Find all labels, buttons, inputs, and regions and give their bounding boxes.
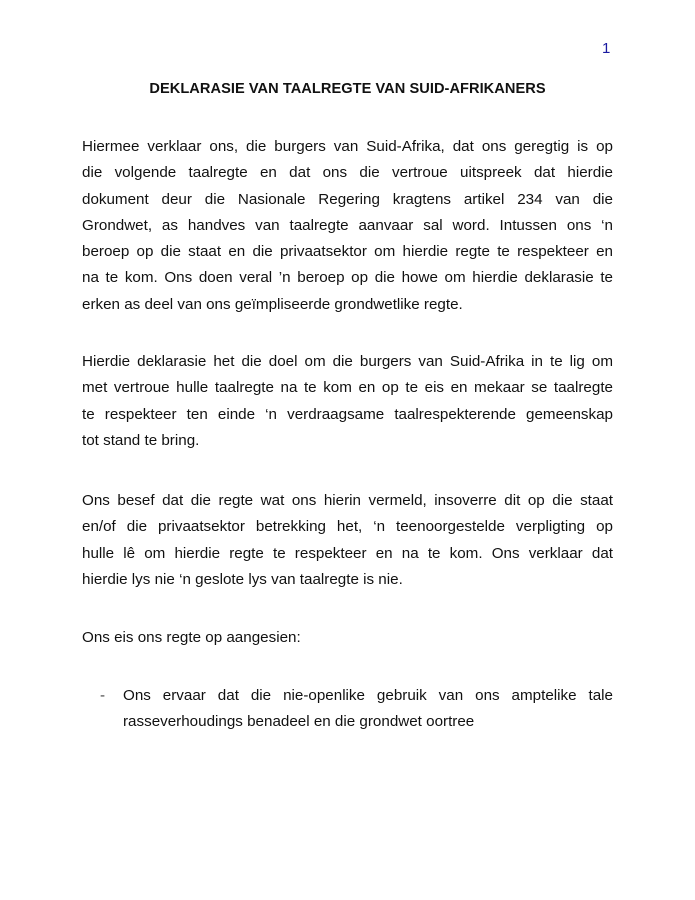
paragraph-line: Hiermee verklaar ons, die burgers van Suid-Afrika, dat ons geregtig is op xyxy=(82,138,613,155)
paragraph-line: Ons besef dat die regte wat ons hierin vermeld, insoverre dit op die staat xyxy=(82,492,613,509)
paragraph-purpose xyxy=(82,349,613,454)
paragraph-line: Grondwet, as handves van taalregte aanvaar sal word. Intussen ons ‘n xyxy=(82,216,613,234)
paragraph-obligation xyxy=(82,488,613,593)
paragraph-line: Ons eis ons regte op aangesien: xyxy=(82,629,301,646)
paragraph-claim xyxy=(82,625,613,651)
paragraph-line: hulle lê om hierdie regte te respekteer en na te kom. Ons verklaar dat xyxy=(82,544,613,562)
bullet-dash-icon: - xyxy=(100,687,106,704)
paragraph-line: na te kom. Ons doen veral ’n beroep op die howe om hierdie deklarasie te xyxy=(82,269,613,287)
paragraph-line: beroep op die staat en die privaatsektor om hierdie regte te respekteer en xyxy=(82,243,613,261)
paragraph-line: te respekteer ten einde ‘n verdraagsame taalrespekterende gemeenskap xyxy=(82,405,613,423)
paragraph-line: hierdie lys nie ‘n geslote lys van taalregte is nie. xyxy=(82,570,403,588)
bullet-content xyxy=(123,683,613,736)
paragraph-line: met vertroue hulle taalregte na te kom en op te eis en mekaar se taalregte xyxy=(82,379,613,397)
paragraph-line: en/of die privaatsektor betrekking het, ‘n teenoorgestelde verpligting op xyxy=(82,518,613,536)
paragraph-line: Hierdie deklarasie het die doel om die burgers van Suid-Afrika in te lig om xyxy=(82,353,613,370)
paragraph-line: die volgende taalregte en dat ons die vertroue uitspreek dat hierdie xyxy=(82,164,613,182)
bullet-line: rasseverhoudings benadeel en die grondwet oortree xyxy=(123,713,475,731)
document-title: DEKLARASIE VAN TAALREGTE VAN SUID-AFRIKANERS xyxy=(149,81,546,97)
paragraph-line: tot stand te bring. xyxy=(82,431,200,449)
paragraph-intro xyxy=(82,134,613,318)
paragraph-line: erken as deel van ons geïmpliseerde grondwetlike regte. xyxy=(82,295,463,313)
paragraph-line: dokument deur die Nasionale Regering kragtens artikel 234 van die xyxy=(82,190,613,208)
bullet-line: Ons ervaar dat die nie-openlike gebruik van ons amptelike tale xyxy=(123,687,613,704)
page-number: 1 xyxy=(602,40,611,57)
